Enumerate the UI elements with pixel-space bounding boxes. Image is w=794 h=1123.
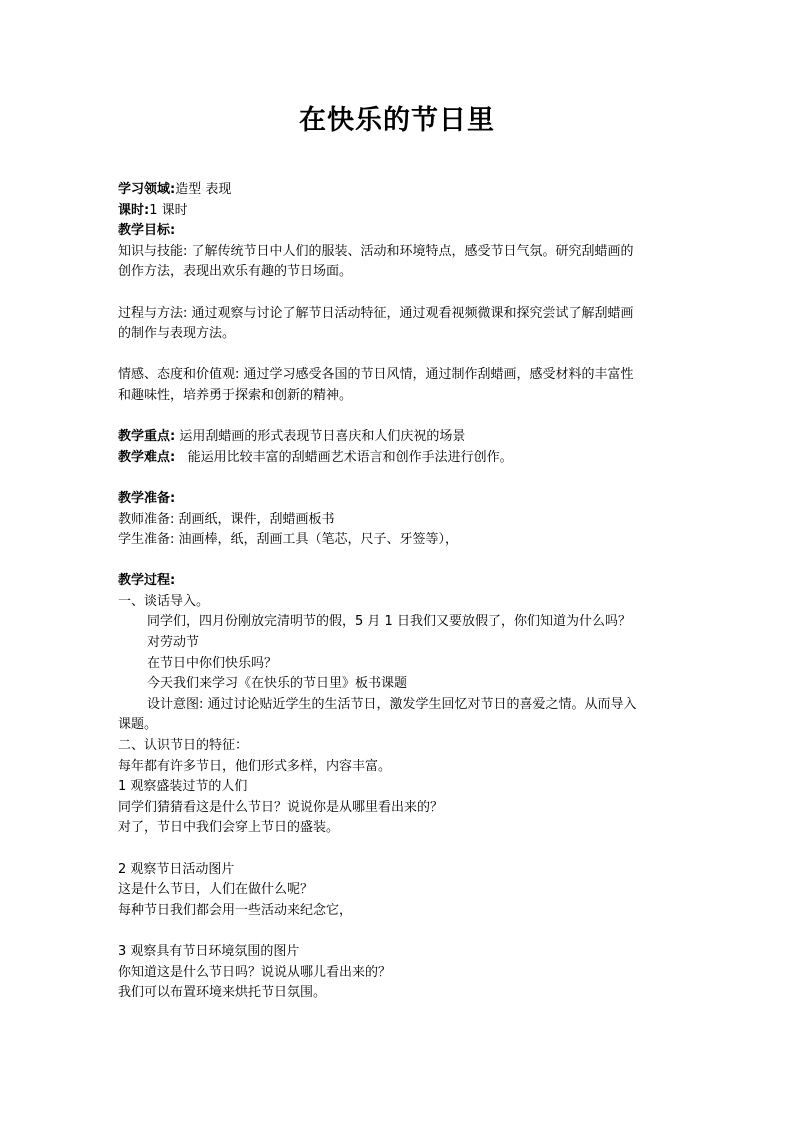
subsection-1-question: 同学们猜猜看这是什么节日？说说你是从哪里看出来的？ [118,799,444,815]
design-intent-line-2: 课题。 [118,717,158,733]
spacer [118,468,684,489]
subsection-2-title: 2 观察节日活动图片 [118,861,235,877]
learning-domain-label: 学习领域: [118,182,176,197]
class-hours-value: 1 课时 [149,202,188,218]
subsection-3-question: 你知道这是什么节日吗？说说从哪儿看出来的？ [118,964,392,980]
spacer [118,839,684,860]
document-body [118,180,684,1004]
section-2-heading: 二、认识节日的特征： [118,738,249,754]
spacer [118,921,684,942]
teaching-difficulty-line [118,448,684,469]
learning-domain-value: 造型 表现 [175,182,232,197]
section-1-line: 对劳动节 [147,635,200,651]
emotion-goal-line-2: 和趣味性，培养勇于探索和创新的精神。 [118,387,353,403]
goals-heading: 教学目标: [118,223,176,239]
document-title: 在快乐的节日里 [299,105,495,136]
teacher-preparation: 教师准备: 刮画纸，课件，刮蜡画板书 [118,511,335,527]
preparation-heading: 教学准备: [118,490,176,506]
class-hours-label: 课时: [118,202,150,218]
design-intent-line-1: 设计意图: 通过讨论贴近学生的生活节日，激发学生回忆对节日的喜爱之情。从而导入 [147,696,637,712]
section-1-line: 在节日中你们快乐吗？ [147,655,278,671]
knowledge-goal-line-2: 创作方法，表现出欢乐有趣的节日场面。 [118,264,353,280]
section-1-line: 今天我们来学习《在快乐的节日里》板书课题 [147,676,408,692]
spacer [118,345,684,366]
subsection-1-answer: 对了，节日中我们会穿上节日的盛装。 [118,820,340,836]
subsection-3-answer: 我们可以布置环境来烘托节日氛围。 [118,985,327,1001]
knowledge-goal-line-1: 知识与技能: 了解传统节日中人们的服装、活动和环境特点，感受节日气氛。研究刮蜡画的 [118,243,634,259]
teaching-focus-label: 教学重点: [118,429,176,445]
spacer [118,407,684,428]
spacer [118,551,684,572]
process-goal-line-2: 的制作与表现方法。 [118,326,236,342]
section-2-intro: 每年都有许多节日，他们形式多样，内容丰富。 [118,758,392,774]
subsection-3-title: 3 观察具有节日环境氛围的图片 [118,943,300,959]
class-hours-line [118,201,684,222]
learning-domain-line [118,180,684,201]
spacer [118,283,684,304]
process-goal-line-1: 过程与方法: 通过观察与讨论了解节日活动特征，通过观看视频微课和探究尝试了解刮蜡画 [118,305,634,321]
section-1-heading: 一、谈话导入。 [118,593,210,609]
student-preparation: 学生准备: 油画棒，纸，刮画工具（笔芯，尺子、牙签等）， [118,532,459,548]
teaching-difficulty-label: 教学难点: [118,449,176,465]
teaching-focus-value: 运用刮蜡画的形式表现节日喜庆和人们庆祝的场景 [175,429,466,445]
emotion-goal-line-1: 情感、态度和价值观: 通过学习感受各国的节日风情，通过制作刮蜡画，感受材料的丰富性 [118,367,634,383]
section-1-line: 同学们，四月份刚放完清明节的假，5 月 1 日我们又要放假了，你们知道为什么吗？ [147,614,631,630]
subsection-1-title: 1 观察盛装过节的人们 [118,779,248,795]
process-heading: 教学过程: [118,573,176,589]
subsection-2-question: 这是什么节日，人们在做什么呢？ [118,882,314,898]
teaching-difficulty-value: 能运用比较丰富的刮蜡画艺术语言和创作手法进行创作。 [175,449,513,465]
subsection-2-answer: 每种节日我们都会用一些活动来纪念它， [118,902,353,918]
teaching-focus-line [118,427,684,448]
